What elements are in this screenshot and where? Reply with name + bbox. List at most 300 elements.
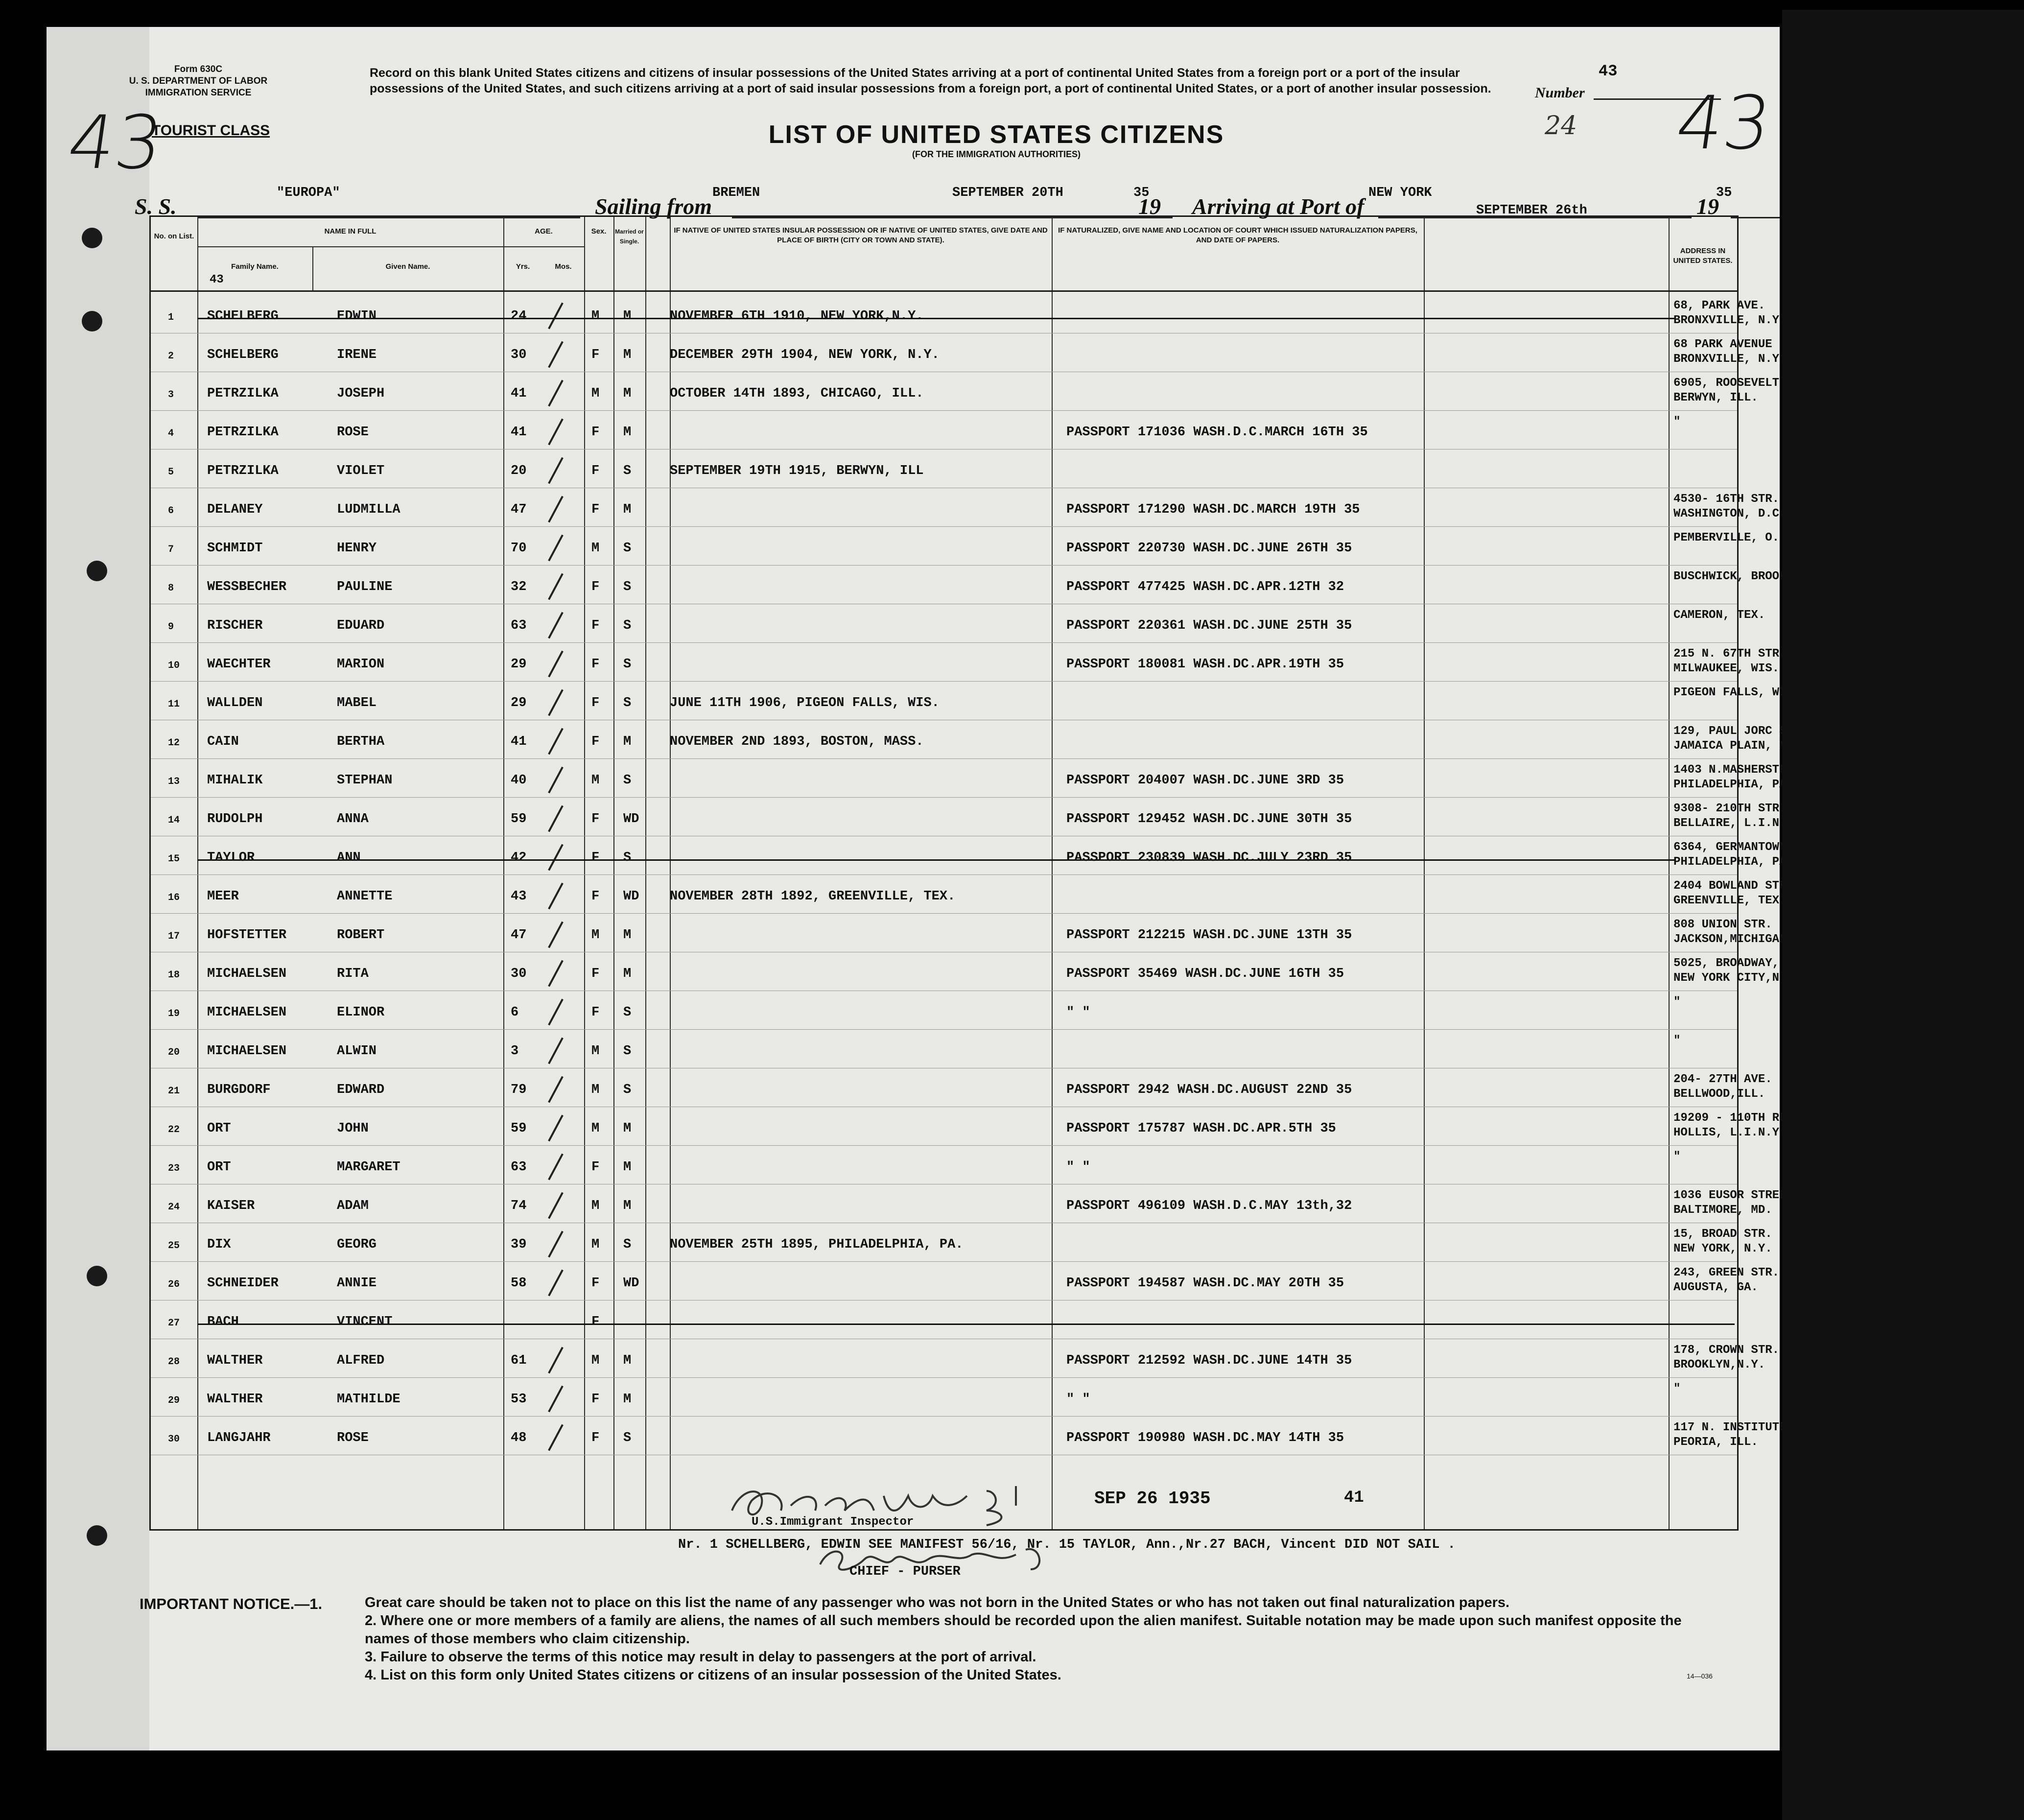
cell-addr1: 6364, GERMANTOWN AVE. [1673, 841, 1822, 854]
row-rule [151, 642, 1737, 643]
sail-date: SEPTEMBER 20TH [952, 186, 1063, 200]
cell-nat: PASSPORT 477425 WASH.DC.APR.12TH 32 [1066, 580, 1344, 594]
cell-given: RITA [337, 967, 369, 981]
checkmark [548, 1038, 564, 1064]
cell-ms: M [623, 928, 632, 943]
cell-given: JOSEPH [337, 386, 385, 401]
cell-addr1: " [1673, 1382, 1681, 1395]
cell-family: SCHELBERG [207, 309, 279, 324]
checkmark [548, 419, 564, 446]
cell-age: 79 [511, 1083, 527, 1097]
cell-age: 6 [511, 1005, 519, 1020]
cell-no: 15 [168, 853, 180, 865]
cell-age: 58 [511, 1276, 527, 1291]
cell-sex: M [591, 928, 600, 943]
cell-sex: F [591, 1392, 600, 1407]
header-married: Married or Single. [615, 228, 644, 245]
cell-addr1: 215 N. 67TH STR. [1673, 647, 1787, 661]
punch-hole [87, 1266, 107, 1286]
cell-ms: M [623, 309, 632, 324]
cell-no: 4 [168, 428, 174, 439]
cell-ms: S [623, 1237, 632, 1252]
header-family-name: Family Name. [231, 262, 279, 271]
row-rule [151, 1029, 1737, 1030]
service-name: IMMIGRATION SERVICE [145, 88, 252, 98]
cell-addr2: BALTIMORE, MD. [1673, 1204, 1772, 1217]
cell-nat: PASSPORT 496109 WASH.D.C.MAY 13th,32 [1066, 1199, 1352, 1213]
cell-ms: M [623, 1160, 632, 1175]
cell-age: 20 [511, 464, 527, 478]
cell-sex: M [591, 1121, 600, 1136]
cell-age: 74 [511, 1199, 527, 1213]
cell-sex: F [591, 734, 600, 749]
cell-no: 11 [168, 699, 180, 710]
cell-addr1: " [1673, 995, 1681, 1009]
strikethrough-line [197, 1324, 1735, 1325]
instructions-text: Record on this blank United States citizens and citizens of insular possessions of the United States arriving at a port of continental United States from a foreign port or a port of the insular possessions of the United States, and such citizens arriving at a port of said insular possessions from a foreign port, a port of continental United States, or a port of another insular possession. [370, 66, 1491, 95]
cell-no: 3 [168, 389, 174, 401]
cell-ms: M [623, 1392, 632, 1407]
cell-family: WALTHER [207, 1353, 263, 1368]
cell-family: LANGJAHR [207, 1431, 271, 1445]
cell-ms: M [623, 348, 632, 362]
checkmark [548, 728, 564, 755]
cell-age: 53 [511, 1392, 527, 1407]
list-number: 43 [210, 273, 224, 286]
cell-sex: F [591, 1160, 600, 1175]
cell-family: MICHAELSEN [207, 1005, 287, 1020]
header-address: ADDRESS IN UNITED STATES. [1673, 247, 1733, 265]
checkmark [548, 844, 564, 871]
cell-age: 47 [511, 502, 527, 517]
cell-age: 29 [511, 696, 527, 710]
punch-hole [82, 228, 102, 248]
cell-sex: F [591, 812, 600, 827]
cell-sex: F [591, 425, 600, 440]
cell-sex: F [591, 502, 600, 517]
cell-ms: S [623, 851, 632, 865]
cell-addr1: PEMBERVILLE, O. [1673, 531, 1780, 544]
cell-addr2: BROOKLYN,N.Y. [1673, 1358, 1765, 1371]
row-rule [151, 410, 1737, 411]
cell-sex: F [591, 1431, 600, 1445]
cell-ms: S [623, 618, 632, 633]
cell-ms: WD [623, 812, 639, 827]
cell-addr2: BRONXVILLE, N.Y. [1673, 314, 1787, 327]
cell-ms: M [623, 734, 632, 749]
notice-items [365, 1594, 1696, 1684]
cell-ms: M [623, 1353, 632, 1368]
cell-sex: M [591, 773, 600, 788]
cell-ms: WD [623, 1276, 639, 1291]
row-rule [151, 1377, 1737, 1378]
cell-no: 27 [168, 1318, 180, 1329]
cell-given: ANNETTE [337, 889, 393, 904]
cell-addr1: 68 PARK AVENUE [1673, 338, 1772, 351]
cell-no: 14 [168, 815, 180, 826]
checkmark [548, 341, 564, 368]
list-number-value: 43 [1599, 62, 1618, 80]
cell-given: EDWARD [337, 1083, 385, 1097]
cell-family: SCHMIDT [207, 541, 263, 556]
cell-no: 1 [168, 312, 174, 323]
cell-given: HENRY [337, 541, 377, 556]
cell-ms: M [623, 1121, 632, 1136]
header-no: No. on List. [154, 232, 194, 240]
cell-given: MABEL [337, 696, 377, 710]
cell-sex: F [591, 889, 600, 904]
cell-birth: NOVEMBER 25TH 1895, PHILADELPHIA, PA. [670, 1237, 964, 1252]
checkmark [548, 496, 564, 523]
passenger-table [149, 215, 1843, 1531]
notice-item: 3. Failure to observe the terms of this notice may result in delay to passengers at the port of arrival. [365, 1649, 1036, 1665]
form-code: 14—036 [1687, 1672, 1713, 1680]
cell-given: ADAM [337, 1199, 369, 1213]
cell-given: JOHN [337, 1121, 369, 1136]
cell-given: ALWIN [337, 1044, 377, 1059]
ship-name: "EUROPA" [277, 186, 340, 200]
cell-family: RISCHER [207, 618, 263, 633]
checkmark [548, 1115, 564, 1142]
cell-ms: S [623, 1044, 632, 1059]
cell-family: PETRZILKA [207, 425, 279, 440]
cell-birth: DECEMBER 29TH 1904, NEW YORK, N.Y. [670, 348, 940, 362]
year-prefix-2: 19 [1696, 194, 1719, 219]
checkmark [548, 805, 564, 832]
number-label: Number [1535, 85, 1585, 101]
form-identifier [125, 64, 272, 99]
checkmark [548, 380, 564, 407]
cell-age: 32 [511, 580, 527, 594]
cell-addr2: NEW YORK, N.Y. [1673, 1242, 1772, 1255]
port-to: NEW YORK [1368, 186, 1432, 200]
cell-sex: F [591, 1005, 600, 1020]
cell-ms: S [623, 1431, 632, 1445]
cell-sex: F [591, 464, 600, 478]
cell-nat: PASSPORT 190980 WASH.DC.MAY 14TH 35 [1066, 1431, 1344, 1445]
cell-birth: OCTOBER 14TH 1893, CHICAGO, ILL. [670, 386, 924, 401]
cell-age: 59 [511, 812, 527, 827]
cell-given: ANNA [337, 812, 369, 827]
punch-hole [87, 561, 107, 581]
cell-age: 42 [511, 851, 527, 865]
cell-no: 23 [168, 1163, 180, 1174]
cell-addr1: 4530- 16TH STR. [1673, 493, 1780, 506]
cell-birth: SEPTEMBER 19TH 1915, BERWYN, ILL [670, 464, 924, 478]
cell-no: 20 [168, 1047, 180, 1058]
cell-nat: PASSPORT 220361 WASH.DC.JUNE 25TH 35 [1066, 618, 1352, 633]
cell-age: 41 [511, 425, 527, 440]
checkmark [548, 1192, 564, 1219]
cell-given: VIOLET [337, 464, 385, 478]
cell-given: IRENE [337, 348, 377, 362]
cell-given: ROBERT [337, 928, 385, 943]
cell-addr1: 68, PARK AVE. [1673, 299, 1765, 312]
cell-given: ROSE [337, 1431, 369, 1445]
sail-year: 35 [1133, 186, 1150, 200]
cell-age: 47 [511, 928, 527, 943]
checkmark [548, 1270, 564, 1297]
cell-addr1: " [1673, 415, 1681, 428]
cell-ms: S [623, 1083, 632, 1097]
cell-family: SCHNEIDER [207, 1276, 279, 1291]
left-gutter [47, 27, 149, 1750]
arriving-label: Arriving at Port of [1192, 194, 1365, 219]
cell-given: VINCENT [337, 1315, 393, 1329]
checkmark [548, 999, 564, 1026]
cell-nat: PASSPORT 2942 WASH.DC.AUGUST 22ND 35 [1066, 1083, 1352, 1097]
cell-family: PETRZILKA [207, 464, 279, 478]
cell-given: GEORG [337, 1237, 377, 1252]
cell-addr1: BUSCHWICK, BROOKLYN,N.Y. [1673, 570, 1843, 583]
checkmark [548, 1231, 564, 1258]
cell-sex: F [591, 1315, 600, 1329]
arrival-date: SEPTEMBER 26th [1476, 203, 1587, 218]
cell-no: 7 [168, 544, 174, 555]
cell-family: ORT [207, 1121, 231, 1136]
year-prefix: 19 [1138, 194, 1161, 219]
header-given-name: Given Name. [385, 262, 430, 271]
cell-addr1: 1036 EUSOR STREET [1673, 1189, 1793, 1202]
cell-addr2: AUGUSTA, GA. [1673, 1281, 1758, 1294]
cell-ms: S [623, 1005, 632, 1020]
cell-nat: PASSPORT 220730 WASH.DC.JUNE 26TH 35 [1066, 541, 1352, 556]
cell-nat: PASSPORT 171290 WASH.DC.MARCH 19TH 35 [1066, 502, 1360, 517]
cell-addr1: " [1673, 1034, 1681, 1047]
cell-nat: PASSPORT 180081 WASH.DC.APR.19TH 35 [1066, 657, 1344, 672]
notice-item: 4. List on this form only United States citizens or citizens of an insular possession of the United States. [365, 1667, 1061, 1683]
cell-nat: " " [1066, 1005, 1090, 1020]
cell-addr2: JACKSON,MICHIGAN [1673, 933, 1787, 946]
header-yrs: Yrs. [516, 262, 530, 271]
cell-addr2: MILWAUKEE, WIS. [1673, 662, 1780, 675]
cell-addr2: BERWYN, ILL. [1673, 391, 1758, 404]
checkmark [548, 960, 564, 987]
cell-age: 43 [511, 889, 527, 904]
cell-sex: M [591, 1044, 600, 1059]
cell-no: 21 [168, 1086, 180, 1097]
cell-no: 19 [168, 1008, 180, 1019]
header-native: IF NATIVE OF UNITED STATES INSULAR POSSESSION OR IF NATIVE OF UNITED STATES, GIVE DATE AND PLACE OF BIRTH (CITY OR TOWN AND STATE). [674, 226, 1048, 244]
cell-age: 48 [511, 1431, 527, 1445]
department-name: U. S. DEPARTMENT OF LABOR [129, 76, 268, 86]
cell-given: BERTHA [337, 734, 385, 749]
cell-age: 41 [511, 734, 527, 749]
cell-family: MICHAELSEN [207, 1044, 287, 1059]
row-rule [151, 1145, 1737, 1146]
checkmark [548, 535, 564, 562]
cell-sex: F [591, 618, 600, 633]
cell-no: 8 [168, 583, 174, 594]
cell-nat: PASSPORT 212592 WASH.DC.JUNE 14TH 35 [1066, 1353, 1352, 1368]
cell-no: 18 [168, 969, 180, 981]
cell-addr2: BELLWOOD,ILL. [1673, 1087, 1765, 1101]
purser-label: CHIEF - PURSER [849, 1564, 961, 1579]
cell-ms: M [623, 386, 632, 401]
cell-sex: M [591, 1353, 600, 1368]
cell-sex: M [591, 1199, 600, 1213]
cell-ms: S [623, 464, 632, 478]
handwritten-mark: 24 [1545, 111, 1577, 141]
checkmark [548, 1347, 564, 1374]
cell-addr2: GREENVILLE, TEX. [1673, 894, 1787, 907]
row-rule [151, 758, 1737, 759]
cell-birth: NOVEMBER 28TH 1892, GREENVILLE, TEX. [670, 889, 956, 904]
cell-age: 24 [511, 309, 527, 324]
cell-no: 25 [168, 1240, 180, 1252]
cell-sex: F [591, 1276, 600, 1291]
cell-age: 30 [511, 348, 527, 362]
cell-nat: PASSPORT 204007 WASH.DC.JUNE 3RD 35 [1066, 773, 1344, 788]
cell-sex: M [591, 1237, 600, 1252]
cell-given: ANNIE [337, 1276, 377, 1291]
form-number: Form 630C [174, 64, 223, 74]
cell-ms: M [623, 1199, 632, 1213]
cell-age: 70 [511, 541, 527, 556]
checkmark [548, 689, 564, 716]
cell-birth: NOVEMBER 6TH 1910, NEW YORK,N.Y. [670, 309, 924, 324]
row-rule [151, 1416, 1737, 1417]
header-sex: Sex. [591, 227, 607, 236]
cell-birth: JUNE 11TH 1906, PIGEON FALLS, WIS. [670, 696, 940, 710]
cell-age: 59 [511, 1121, 527, 1136]
cell-given: STEPHAN [337, 773, 393, 788]
checkmark [548, 457, 564, 484]
cell-addr1: 178, CROWN STR. [1673, 1344, 1780, 1357]
cell-addr1: 6905, ROOSEVELT RD. [1673, 377, 1808, 390]
checkmark [548, 922, 564, 948]
cell-addr1: 129, PAUL JORC STR. [1673, 725, 1808, 738]
cell-no: 12 [168, 737, 180, 749]
cell-family: BACH [207, 1315, 239, 1329]
cell-family: TAYLOR [207, 851, 255, 865]
cell-no: 30 [168, 1434, 180, 1445]
cell-addr2: PEORIA, ILL. [1673, 1436, 1758, 1449]
cell-given: ALFRED [337, 1353, 385, 1368]
cell-addr1: 9308- 210TH STR. [1673, 802, 1787, 815]
cell-no: 26 [168, 1279, 180, 1290]
cell-given: LUDMILLA [337, 502, 400, 517]
cell-sex: F [591, 580, 600, 594]
cell-ms: S [623, 657, 632, 672]
checkmark [548, 1424, 564, 1451]
row-rule [151, 681, 1737, 682]
date-stamp: SEP 26 1935 [1094, 1489, 1211, 1509]
cell-family: DELANEY [207, 502, 263, 517]
cell-age: 41 [511, 386, 527, 401]
cell-addr1: 1403 N.MASHERSTR. [1673, 763, 1793, 777]
cell-addr1: 117 N. INSTITUTE [1673, 1421, 1787, 1434]
cell-no: 2 [168, 351, 174, 362]
cell-age: 63 [511, 1160, 527, 1175]
notice-lead: IMPORTANT NOTICE.—1. [140, 1595, 323, 1612]
cell-age: 29 [511, 657, 527, 672]
cell-age: 30 [511, 967, 527, 981]
scan-background [1782, 10, 2024, 1820]
cell-addr1: 808 UNION STR. [1673, 918, 1772, 931]
cell-birth: NOVEMBER 2ND 1893, BOSTON, MASS. [670, 734, 924, 749]
cell-no: 9 [168, 621, 174, 633]
handwritten-number-left: 43 [62, 100, 168, 186]
cell-sex: M [591, 541, 600, 556]
cell-nat: PASSPORT 212215 WASH.DC.JUNE 13TH 35 [1066, 928, 1352, 943]
cell-age: 39 [511, 1237, 527, 1252]
cell-age: 40 [511, 773, 527, 788]
cell-given: EDWIN [337, 309, 377, 324]
notice-item: Great care should be taken not to place on this list the name of any passenger who was not born in the United States or who has not taken out final naturalization papers. [365, 1595, 1510, 1610]
row-rule [151, 565, 1737, 566]
header-naturalized: IF NATURALIZED, GIVE NAME AND LOCATION OF COURT WHICH ISSUED NATURALIZATION PAPERS, AND DATE OF PAPERS. [1058, 226, 1417, 244]
cell-family: PETRZILKA [207, 386, 279, 401]
cell-addr2: PHILADELPHIA, PA. [1673, 855, 1793, 869]
cell-family: WESSBECHER [207, 580, 287, 594]
cell-nat: PASSPORT 171036 WASH.D.C.MARCH 16TH 35 [1066, 425, 1368, 440]
punch-hole [82, 311, 102, 331]
cell-addr2: BRONXVILLE, N.Y. [1673, 353, 1787, 366]
cell-sex: F [591, 348, 600, 362]
checkmark [548, 1154, 564, 1181]
cell-no: 28 [168, 1356, 180, 1368]
checkmark [548, 1076, 564, 1103]
cell-ms: S [623, 696, 632, 710]
cell-family: ORT [207, 1160, 231, 1175]
cell-addr1: " [1673, 1150, 1681, 1163]
row-rule [151, 913, 1737, 914]
cell-ms: M [623, 502, 632, 517]
handwritten-number-right: 43 [1671, 81, 1777, 166]
cell-age: 61 [511, 1353, 527, 1368]
cell-family: MIHALIK [207, 773, 263, 788]
cell-age: 3 [511, 1044, 519, 1059]
header-mos: Mos. [555, 262, 572, 271]
checkmark [548, 1386, 564, 1413]
cell-nat: PASSPORT 194587 WASH.DC.MAY 20TH 35 [1066, 1276, 1344, 1291]
cell-no: 13 [168, 776, 180, 787]
cell-addr1: PIGEON FALLS, WIS. [1673, 686, 1801, 699]
row-rule [151, 526, 1737, 527]
cell-no: 24 [168, 1202, 180, 1213]
cell-given: PAULINE [337, 580, 393, 594]
cell-sex: F [591, 657, 600, 672]
cell-addr1: 2404 BOWLAND STR. [1673, 879, 1793, 893]
sailing-from-label: Sailing from [595, 194, 712, 219]
cell-family: MICHAELSEN [207, 967, 287, 981]
travel-class: TOURIST CLASS [152, 122, 270, 139]
ss-label: S. S. [135, 194, 177, 219]
cell-nat: PASSPORT 129452 WASH.DC.JUNE 30TH 35 [1066, 812, 1352, 827]
cell-nat: PASSPORT 175787 WASH.DC.APR.5TH 35 [1066, 1121, 1336, 1136]
cell-no: 22 [168, 1124, 180, 1135]
cell-family: CAIN [207, 734, 239, 749]
checkmark [548, 303, 564, 330]
row-rule [151, 797, 1737, 798]
cell-addr2: JAMAICA PLAIN, MASS. [1673, 739, 1815, 753]
cell-no: 6 [168, 505, 174, 517]
cell-no: 17 [168, 931, 180, 942]
checkmark [548, 573, 564, 600]
checkmark [548, 767, 564, 794]
cell-addr2: BELLAIRE, L.I.N.Y. [1673, 817, 1801, 830]
checkmark [548, 651, 564, 678]
cell-ms: M [623, 967, 632, 981]
punch-hole [87, 1525, 107, 1546]
arrival-year: 35 [1716, 186, 1732, 200]
cell-given: ROSE [337, 425, 369, 440]
cell-given: MARION [337, 657, 385, 672]
cell-ms: S [623, 541, 632, 556]
strikethrough-line [197, 318, 1676, 319]
cell-sex: M [591, 309, 600, 324]
